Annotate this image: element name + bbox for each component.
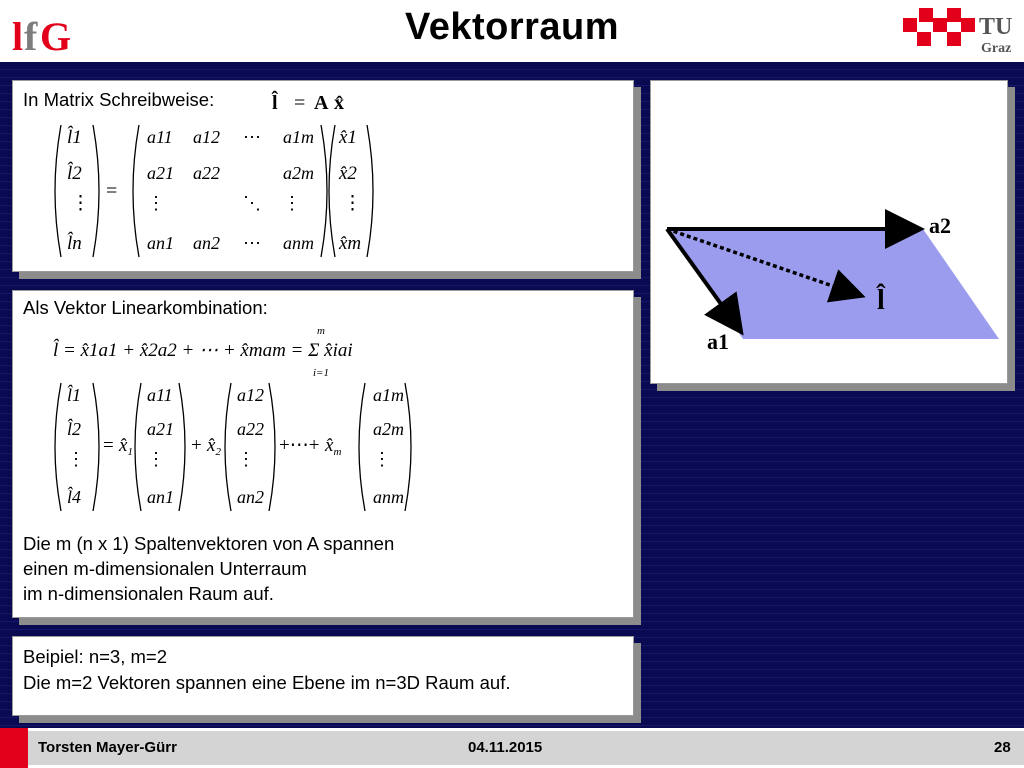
matrix-cell: a12: [193, 127, 220, 147]
lc-colm-cell: a2m: [373, 419, 404, 439]
matrix-cell: an2: [193, 233, 220, 253]
combination-heading: Als Vektor Linearkombination:: [23, 297, 268, 318]
svg-text:+: +: [191, 435, 202, 456]
svg-text:G: G: [40, 14, 72, 58]
sum-upper: m: [317, 325, 325, 337]
svg-text:=: =: [106, 180, 118, 202]
matrix-heading: In Matrix Schreibweise:: [23, 89, 215, 110]
vector-plane-svg: [651, 81, 1007, 383]
lc-col2-cell: an2: [237, 487, 264, 507]
lc-col1-cell: ⋮: [147, 449, 165, 469]
rhs-x1: x̂1: [339, 127, 357, 148]
lc-lhs-cell: l̂1: [67, 385, 82, 405]
svg-text:+⋯+: +⋯+: [279, 435, 320, 456]
svg-text:x̂2: $x̂_2$: [207, 435, 221, 458]
svg-text:l: l: [12, 14, 24, 58]
lc-col1-cell: a21: [147, 419, 174, 439]
lc-colm-cell: ⋮: [373, 449, 391, 469]
linear-combination-panel: [12, 290, 634, 618]
matrix-cell: a21: [147, 163, 174, 183]
svg-text:x̂m: $x̂_m$: [325, 435, 342, 458]
matrix-cell: an1: [147, 233, 174, 253]
matrix-cell: ⋯: [243, 233, 261, 253]
svg-text:f: f: [24, 14, 38, 58]
sum-lower: i=1: [313, 367, 329, 379]
footer-date: 04.11.2015: [468, 739, 543, 756]
matrix-cell: ⋱: [243, 193, 261, 213]
svg-text:Graz: Graz: [981, 41, 1012, 56]
lc-col1-cell: an1: [147, 487, 174, 507]
lhs-l2: l̂2: [67, 163, 82, 184]
combination-text-line-3: im n-dimensionalen Raum auf.: [23, 583, 274, 604]
svg-text:TU: TU: [979, 14, 1013, 40]
combination-text-line-2: einen m-dimensionalen Unterraum: [23, 558, 307, 579]
matrix-cell: ⋯: [243, 127, 261, 147]
label-a2: a2: [929, 213, 951, 238]
lc-lhs-cell: ⋮: [67, 449, 85, 469]
matrix-cell: a2m: [283, 163, 314, 183]
matrix-cell: a11: [147, 127, 173, 147]
matrix-cell: a1m: [283, 127, 314, 147]
svg-text:=: =: [103, 435, 114, 456]
svg-text:l̂: l̂: [272, 92, 278, 114]
label-a1: a1: [707, 329, 729, 354]
vector-plane-figure: [650, 80, 1008, 384]
matrix-cells: [147, 127, 314, 253]
lc-colm-cell: anm: [373, 487, 404, 507]
lc-lhs-cell: l̂4: [67, 487, 82, 507]
slide-header: [0, 0, 1024, 63]
rhs-vdots: ⋮: [343, 193, 362, 214]
example-panel: [12, 636, 634, 716]
matrix-equation-full: [43, 121, 383, 261]
matrix-cell: anm: [283, 233, 314, 253]
matrix-notation-panel: [12, 80, 634, 272]
lc-lhs-cell: l̂2: [67, 419, 82, 439]
svg-text:x̂1: $x̂_1$: [119, 435, 133, 458]
label-l: l̂: [877, 285, 885, 316]
page-number: 28: [994, 739, 1011, 756]
lc-col2-cell: a12: [237, 385, 264, 405]
lc-col1-cell: a11: [147, 385, 173, 405]
combination-text-line-1: Die m (n x 1) Spaltenvektoren von A spannen: [23, 533, 395, 554]
matrix-equation: [268, 89, 358, 115]
combination-equation: l̂ = x̂1a1 + x̂2a2 + ⋯ + x̂mam = Σ x̂iai: [53, 340, 353, 361]
matrix-cell: ⋮: [147, 193, 165, 213]
tu-graz-logo: [903, 8, 1021, 58]
example-line-2: Die m=2 Vektoren spannen eine Ebene im n=3D Raum auf.: [23, 672, 511, 693]
matrix-cell: ⋮: [283, 193, 301, 213]
svg-text:x̂: x̂: [334, 92, 344, 114]
column-combination: [43, 379, 423, 517]
svg-text:=: =: [294, 92, 306, 114]
lc-col2-cell: ⋮: [237, 449, 255, 469]
example-line-1: Beipiel: n=3, m=2: [23, 646, 167, 667]
lc-colm-cell: a1m: [373, 385, 404, 405]
lhs-vdots: ⋮: [71, 193, 90, 214]
footer-author: Torsten Mayer-Gürr: [38, 739, 177, 756]
footer-red-block: [0, 728, 28, 768]
svg-text:A: A: [314, 92, 329, 114]
lc-col2-cell: a22: [237, 419, 264, 439]
lhs-l1: l̂1: [67, 127, 82, 148]
matrix-cell: a22: [193, 163, 220, 183]
page-title: Vektorraum: [404, 6, 620, 48]
rhs-xm: x̂m: [339, 233, 362, 254]
lhs-ln: l̂n: [67, 233, 82, 254]
rhs-x2: x̂2: [339, 163, 357, 184]
